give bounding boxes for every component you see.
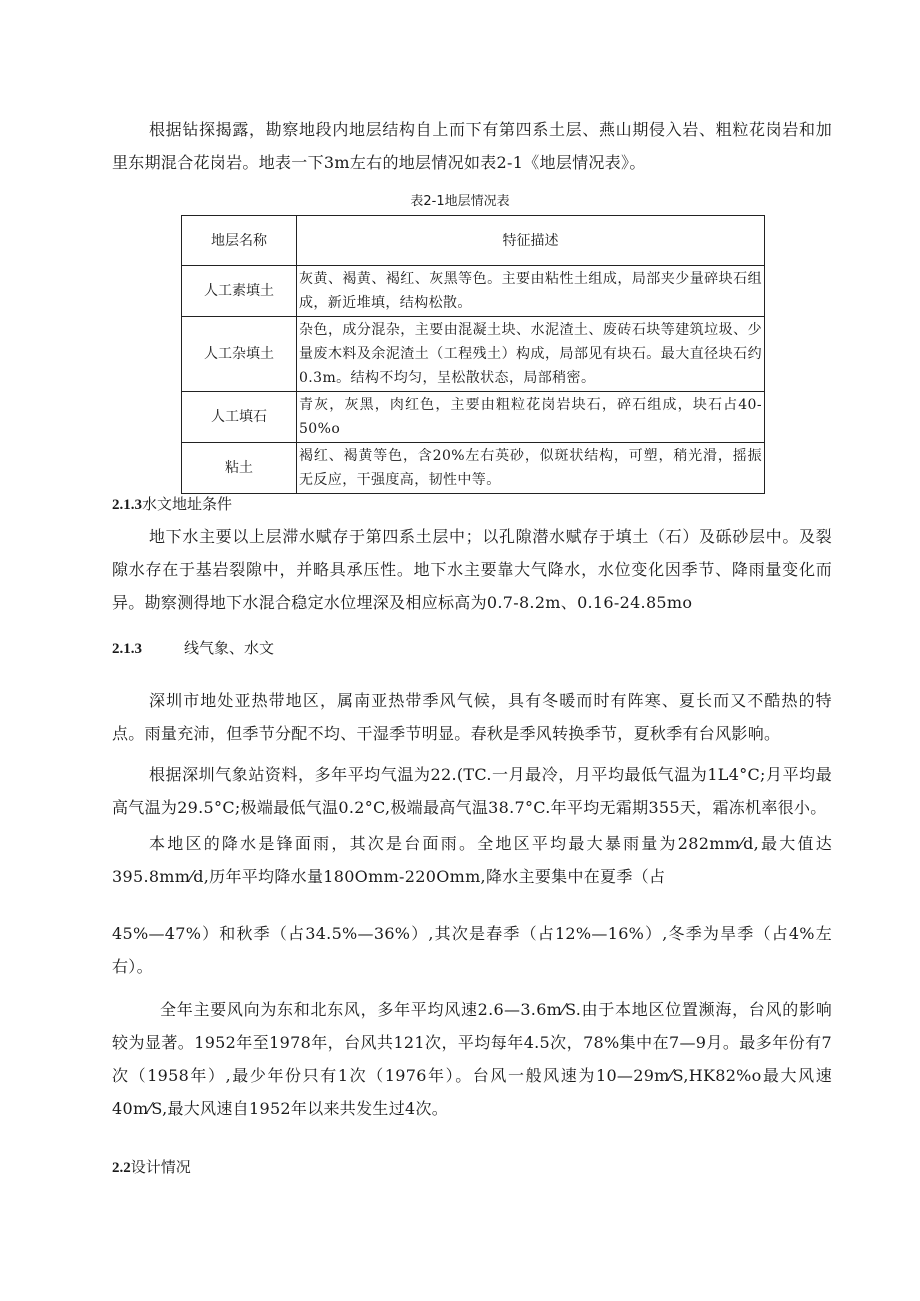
- layer-name-cell: 人工杂填土: [182, 317, 297, 392]
- table-row: [182, 317, 765, 392]
- header-description: 特征描述: [297, 216, 765, 266]
- header-layer-name: 地层名称: [182, 216, 297, 266]
- section-number: 2.1.3: [112, 641, 142, 657]
- layer-desc-cell: 褐红、褐黄等色，含20%左右英砂，似斑状结构，可塑，稍光滑，摇振无反应，干强度高，韧性中等。: [297, 443, 765, 494]
- layer-desc-cell: 青灰，灰黑，肉红色，主要由粗粒花岗岩块石，碎石组成，块石占40-50%o: [297, 392, 765, 443]
- intro-paragraph: 根据钻探揭露，勘察地段内地层结构自上而下有第四系土层、燕山期侵入岩、粗粒花岗岩和加里东期混合花岗岩。地表一下3m左右的地层情况如表2-1《地层情况表》。: [112, 120, 832, 172]
- section-heading-climate: [112, 638, 274, 659]
- layer-desc-cell: 杂色，成分混杂，主要由混凝土块、水泥渣土、废砖石块等建筑垃圾、少量废木料及余泥渣土（工程残土）构成，局部见有块石。最大直径块石约0.3m。结构不均匀，呈松散状态，局部稍密。: [297, 317, 765, 392]
- section-title: 设计情况: [130, 1158, 191, 1176]
- climate-paragraph-4: 45%—47%）和秋季（占34.5%—36%）,其次是春季（占12%—16%）,冬季为旱季（占4%左右）。: [112, 924, 832, 976]
- climate-paragraph-2: 根据深圳气象站资料，多年平均气温为22.(TC.一月最冷，月平均最低气温为1L4°C;月平均最高气温为29.5°C;极端最低气温0.2°C,极端最高气温38.7°C.年平均无霜期355天，霜冻机率很小。: [112, 765, 832, 817]
- table-row: [182, 392, 765, 443]
- layer-name-cell: 粘土: [182, 443, 297, 494]
- climate-paragraph-1: 深圳市地处亚热带地区，属南亚热带季风气候，具有冬暖而时有阵寒、夏长而又不酷热的特点。雨量充沛，但季节分配不均、干湿季节明显。春秋是季风转换季节，夏秋季有台风影响。: [112, 691, 832, 743]
- layer-name-cell: 人工填石: [182, 392, 297, 443]
- section-number: 2.1.3: [112, 497, 142, 513]
- section-number: 2.2: [112, 1160, 131, 1176]
- section-heading-hydro: [112, 494, 232, 515]
- climate-paragraph-3: 本地区的降水是锋面雨，其次是台面雨。全地区平均最大暴雨量为282mm⁄d,最大值达395.8mm⁄d,历年平均降水量180Omm-220Omm,降水主要集中在夏季（占: [112, 834, 832, 886]
- layer-name-cell: 人工素填土: [182, 266, 297, 317]
- section-title: 线气象、水文: [184, 639, 275, 657]
- section-title: 水文地址条件: [142, 495, 233, 513]
- layer-desc-cell: 灰黄、褐黄、褐红、灰黑等色。主要由粘性土组成，局部夹少量碎块石组成，新近堆填，结构松散。: [297, 266, 765, 317]
- hydro-paragraph: 地下水主要以上层滞水赋存于第四系土层中；以孔隙潜水赋存于填土（石）及砾砂层中。及裂隙水存在于基岩裂隙中，并略具承压性。地下水主要靠大气降水，水位变化因季节、降雨量变化而异。勘察测得地下水混合稳定水位埋深及相应标高为0.7-8.2m、0.16-24.85mo: [112, 527, 832, 612]
- strata-table: [181, 215, 765, 494]
- table-header-row: [182, 216, 765, 266]
- climate-paragraph-5: 全年主要风向为东和北东风，多年平均风速2.6—3.6m⁄S.由于本地区位置濒海，台风的影响较为显著。1952年至1978年，台风共121次，平均每年4.5次，78%集中在7—9月。最多年份有7次（1958年）,最少年份只有1次（1976年）。台风一般风速为10—29m⁄S,HK82%o最大风速40m⁄S,最大风速自1952年以来共发生过4次。: [112, 1000, 832, 1118]
- table-row: [182, 266, 765, 317]
- table-row: [182, 443, 765, 494]
- section-heading-design: [112, 1157, 191, 1178]
- table-caption: 表2-1地层情况表: [410, 194, 510, 209]
